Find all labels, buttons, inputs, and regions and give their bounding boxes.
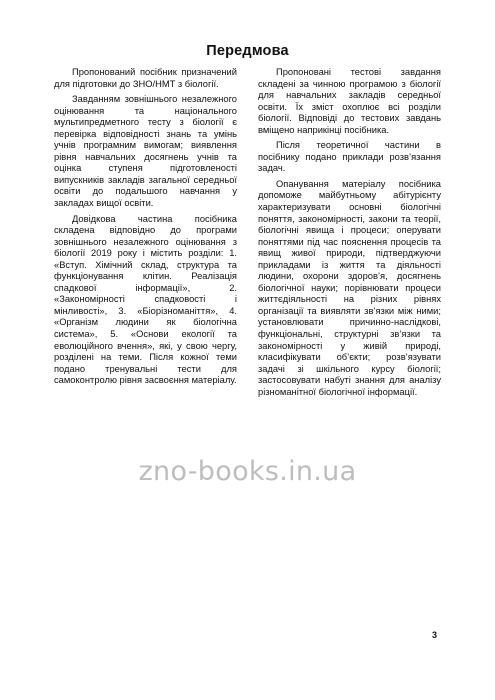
right-paragraph-3: Опанування матеріалу посібника допоможе майбутньому абітурієнту характеризувати основні біологічні поняття, закономірності, закони та теорії, біологічні явища і процеси; оперувати поняттями під час пояснення процесів та явищ живої природи, підтверджуючи прикладами із життя та діяльності людини, охорони здоров’я, досягнень біологічної науки; порівнювати процеси життєдіяльності на різних рівнях організації та виявляти зв’язки між ними; установлювати причинно-наслідкові, функціональні, структурні зв’язки та закономірності у живій природі, класифікувати об’єкти; розв’язувати задачі зі шкільного курсу біології; застосовувати набуті знання для аналізу різноманітної біологічної інформації. — [258, 178, 441, 397]
left-paragraph-3: Довідкова частина посібника складена відповідно до програми зовнішнього незалежного оцінювання з біології 2019 року і містить розділи: 1. «Вступ. Хімічний склад, структура та функціонування клітин. Реалізація спадкової інформації», 2. «Закономірності спадковості і мінливості», 3. «Біорізноманіття», 4. «Організм людини як біологічна система», 5. «Основи екології та еволюційного вчення», які, у свою чергу, розділені на теми. Після кожної теми подано тренувальні тести для самоконтролю рівня засвоєння матеріалу. — [54, 213, 237, 386]
page-title: Передмова — [206, 43, 289, 59]
right-paragraph-2: Після теоретичної частини в посібнику подано приклади розв’язання задач. — [258, 140, 441, 174]
left-column — [54, 67, 237, 391]
right-paragraph-1: Пропоновані тестові завдання складені за чинною програмою з біології для навчальних закладів середньої освіти. Їх зміст охоплює всі розділи біології. Відповіді до тестових завдань вміщено наприкінці посібника. — [258, 67, 441, 135]
left-paragraph-2: Завданням зовнішнього незалежного оцінювання та національного мультипредметного тесту з біології є перевірка відповідності знань та умінь учнів програмним вимогам; виявлення рівня навчальних досягнень учнів та оцінка ступеня підготовленості випускників закладів загальної середньої освіти до подальшого навчання у закладах вищої освіти. — [54, 94, 237, 209]
left-paragraph-1: Пропонований посібник призначений для підготовки до ЗНО/НМТ з біології. — [54, 67, 237, 89]
right-column — [258, 67, 441, 402]
page-number: 3 — [432, 630, 438, 640]
watermark-text: zno-books.in.ua — [138, 456, 357, 487]
